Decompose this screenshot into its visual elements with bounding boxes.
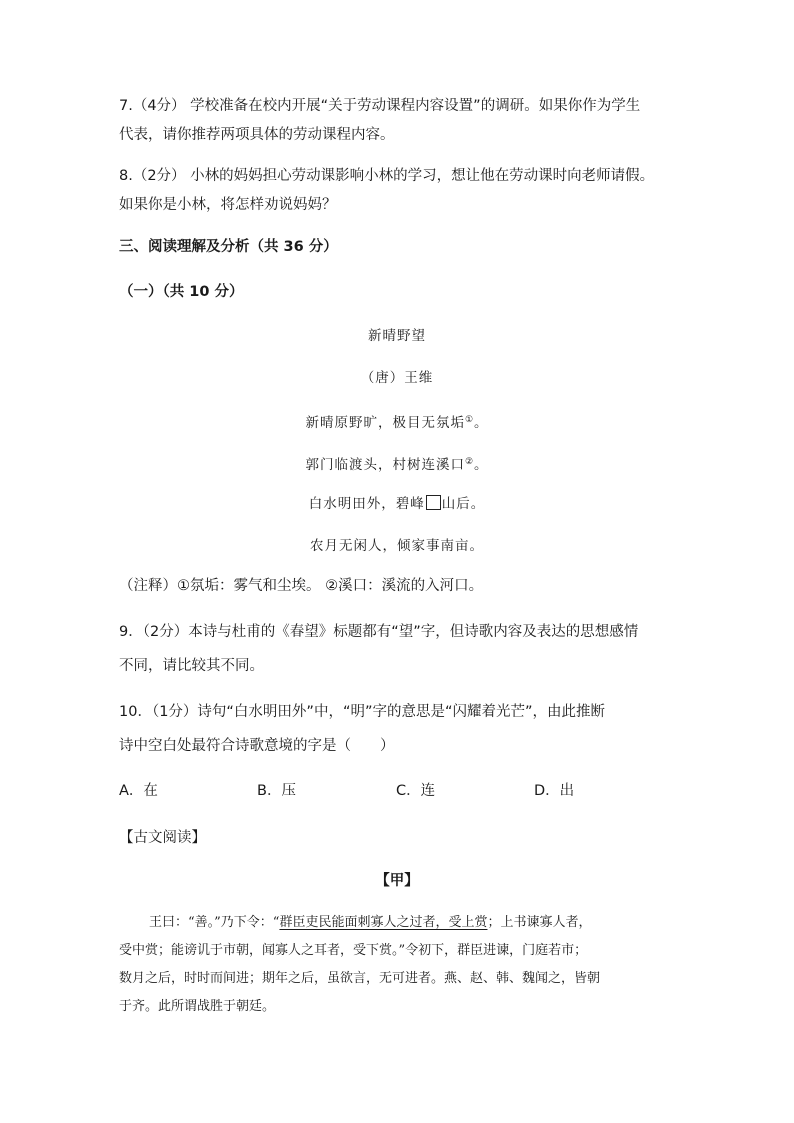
- option-c: C．连: [396, 783, 436, 799]
- classical-line-4: 于齐。此所谓战胜于朝廷。: [119, 999, 276, 1014]
- poem-line-2: [0, 452, 794, 475]
- poem-line-1: [0, 410, 794, 433]
- poem-line-3-after: 山后。: [441, 496, 486, 512]
- question-7-line-2: 代表，请你推荐两项具体的劳动课程内容。: [119, 127, 395, 143]
- classical-line-1-before: 王曰：“善。”乃下令：“: [149, 915, 280, 930]
- poem-line-4: 农月无闲人，倾家事南亩。: [310, 538, 484, 554]
- classical-line-3: 数月之后，时时而间进；期年之后，虽欲言，无可进者。燕、赵、韩、魏闻之，皆朝: [119, 971, 601, 986]
- footnote-mark-2: ②: [464, 457, 475, 467]
- poem-line-1-text: 新晴原野旷，极目无氛垢: [305, 415, 465, 431]
- question-7-line-1: 7.（4分） 学校准备在校内开展“关于劳动课程内容设置”的调研。如果你作为学生: [119, 98, 641, 114]
- option-a: A．在: [119, 783, 158, 799]
- classical-line-1: [149, 913, 709, 933]
- poem-author: （唐）王维: [360, 370, 434, 386]
- footnote-mark-1: ①: [464, 415, 475, 425]
- jia-heading: 【甲】: [375, 873, 419, 889]
- classical-line-1-after: ；上书谏寡人者，: [487, 915, 592, 930]
- blank-box: [426, 495, 441, 510]
- question-9-line-2: 不同，请比较其不同。: [119, 658, 264, 674]
- part-1-heading: （一）（共 10 分）: [119, 284, 244, 300]
- option-d: D．出: [534, 783, 575, 799]
- option-b: B．压: [257, 783, 296, 799]
- poem-line-3-before: 白水明田外，碧峰: [308, 496, 425, 512]
- poem-line-2-end: 。: [474, 457, 489, 473]
- classical-reading-heading: 【古文阅读】: [119, 830, 206, 846]
- classical-line-1-underlined: 群臣吏民能面刺寡人之过者，受上赏: [279, 915, 488, 930]
- poem-note: （注释）①氛垢：雾气和尘埃。 ②溪口：溪流的入河口。: [119, 578, 484, 594]
- question-8-line-2: 如果你是小林，将怎样劝说妈妈？: [119, 197, 337, 213]
- classical-line-2: 受中赏；能谤讥于市朝，闻寡人之耳者，受下赏。”令初下，群臣进谏，门庭若市；: [119, 943, 588, 958]
- question-9-line-1: 9．（2分）本诗与杜甫的《春望》标题都有“望”字，但诗歌内容及表达的思想感情: [119, 624, 639, 640]
- question-8-line-1: 8.（2分） 小林的妈妈担心劳动课影响小林的学习，想让他在劳动课时向老师请假。: [119, 168, 655, 184]
- poem-title: 新晴野望: [368, 328, 426, 344]
- poem-line-1-end: 。: [474, 415, 489, 431]
- question-10-line-2: 诗中空白处最符合诗歌意境的字是（ ）: [119, 738, 395, 754]
- poem-line-2-text: 郭门临渡头，村树连溪口: [305, 457, 465, 473]
- question-10-line-1: 10．（1分）诗句“白水明田外”中，“明”字的意思是“闪耀着光芒”，由此推断: [119, 704, 605, 720]
- poem-line-3: [0, 494, 794, 514]
- section-3-heading: 三、阅读理解及分析（共 36 分）: [119, 239, 338, 255]
